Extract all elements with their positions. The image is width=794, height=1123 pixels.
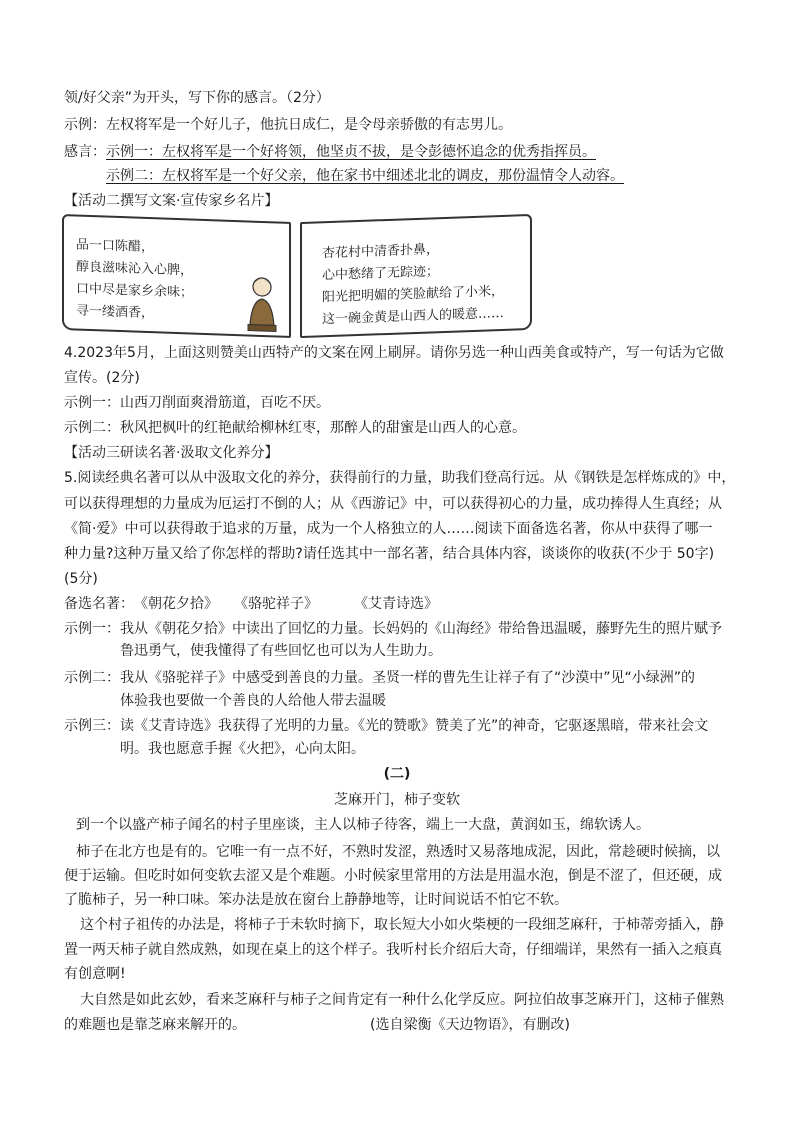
- text-line: 示例三：读《艾青诗选》我获得了光明的力量。《光的赞歌》赞美了光”的神奇，它驱逐黑暗，带来社会文: [64, 718, 709, 734]
- label-prefix: 备选名著：: [64, 596, 134, 612]
- text-line: 可以获得理想的力量成为厄运打不倒的人；从《西游记》中，可以获得初心的力量，成功捧得人生真经；从: [64, 496, 722, 512]
- text-line: (5分): [64, 571, 98, 587]
- text-line: 示例二：我从《骆驼祥子》中感受到善良的力量。圣贤一样的曹先生让祥子有了“沙漠中”见“小绿洲”的: [64, 670, 696, 686]
- child-figure-icon: [242, 272, 282, 335]
- left-poem: [76, 234, 193, 326]
- paragraph-line: 柿子在北方也是有的。它唯一有一点不好，不熟时发涩，熟透时又易落地成泥，因此，常趁硬时候摘，以: [76, 844, 720, 860]
- paragraph-line: 便于运输。但吃时如何变软去涩又是个难题。小时候家里常用的方法是用温水泡，倒是不涩了，但还硬，成: [64, 868, 722, 884]
- source-citation: (选自梁衡《天边物语》，有删改): [370, 1017, 570, 1033]
- book-option: 《朝花夕拾》: [134, 596, 218, 612]
- paragraph-line: [64, 1015, 570, 1035]
- label-prefix: 感言：: [64, 144, 106, 160]
- right-poem: [322, 237, 504, 331]
- text-line: 领/好父亲”为开头，写下你的感言。（2分）: [64, 90, 330, 106]
- book-illustration: [60, 210, 535, 335]
- text-line: 种力量?这种万量又给了你怎样的帮助?请任选其中一部名著，结合具体内容，谈谈你的收获(不少于 50字): [64, 546, 715, 562]
- paragraph-line: 了脆柿子，另一种口味。笨办法是放在窗台上静静地等，让时间说话不怕它不软。: [64, 892, 568, 908]
- paragraph-line: 大自然是如此玄妙，看来芝麻秆与柿子之间肯定有一种什么化学反应。阿拉伯故事芝麻开门，这柿子催熟: [80, 992, 724, 1008]
- section-heading: (二): [383, 766, 411, 782]
- text-line: 4.2023年5月，上面这则赞美山西特产的文案在网上刷屏。请你另选一种山西美食或特产，写一句话为它做: [64, 345, 724, 361]
- poem-line: 口中尽是家乡余味；: [76, 281, 194, 301]
- poem-line: 杏花村中清香扑鼻，: [322, 242, 440, 262]
- paragraph-line: 有创意啊!: [64, 966, 126, 982]
- book-left-page: [62, 214, 291, 338]
- activity-heading: 【活动三研读名著·汲取文化养分】: [64, 445, 279, 461]
- poem-line: 阳光把明媚的笑脸献给了小米，: [322, 283, 505, 306]
- article-title: 芝麻开门，柿子变软: [334, 792, 460, 808]
- text-line: [106, 166, 624, 186]
- paragraph-line: 到一个以盛产柿子闻名的村子里座谈，主人以柿子待客，端上一大盘，黄润如玉，绵软诱人。: [76, 817, 650, 833]
- book-right-page: [300, 214, 532, 338]
- text-line: 5.阅读经典名著可以从中汲取文化的养分，获得前行的力量，助我们登高行远。从《钢铁是怎样炼成的》中，: [64, 470, 736, 486]
- underlined-answer: 示例二：左权将军是一个好父亲，他在家书中细述北北的调皮，那份温情令人动容。: [106, 168, 624, 184]
- text-line: 示例一：我从《朝花夕拾》中读出了回忆的力量。长妈妈的《山海经》带给鲁迅温暖，藤野先生的照片赋予: [64, 621, 722, 637]
- text-line: 明。我也愿意手握《火把》，心向太阳。: [120, 741, 365, 757]
- poem-line: 这一碗金黄是山西人的暖意……: [322, 305, 505, 328]
- paragraph-line: 置一两天柿子就自然成熟，如现在桌上的这个样子。我听村长介绍后大奇，仔细端详，果然有一插入之痕真: [64, 942, 722, 958]
- text-line: 体验我也要做一个善良的人给他人带去温暖: [120, 693, 386, 709]
- poem-line: 心中愁绪了无踪迹；: [322, 264, 440, 284]
- poem-line: 品一口陈醋，: [76, 237, 155, 256]
- text-line: [64, 142, 596, 162]
- book-option: 《骆驼祥子》: [234, 596, 318, 612]
- paragraph-line: 这个村子祖传的办法是，将柿子于未软时摘下，取长短大小如火柴梗的一段细芝麻秆，于柿蒂旁插入，静: [80, 917, 724, 933]
- poem-line: 醇良滋味沁入心脾，: [76, 259, 194, 279]
- book-options: [64, 594, 438, 614]
- text-line: 示例二：秋风把枫叶的红艳献给柳林红枣，那醉人的甜蜜是山西人的心意。: [64, 420, 526, 436]
- poem-line: 寻一缕酒香，: [76, 303, 155, 322]
- text-line: 示例：左权将军是一个好儿子，他抗日成仁，是令母亲骄傲的有志男儿。: [64, 117, 512, 133]
- book-option: 《艾青诗选》: [354, 596, 438, 612]
- text-line: 宣传。(2分): [64, 370, 140, 386]
- paragraph-text: 的难题也是靠芝麻来解开的。: [64, 1017, 246, 1033]
- text-line: 鲁迅勇气，使我懂得了有些回忆也可以为人生助力。: [120, 643, 442, 659]
- text-line: 示例一：山西刀削面爽滑筋道，百吃不厌。: [64, 395, 330, 411]
- text-line: 《简·爱》中可以获得敢于追求的万量，成为一个人格独立的人……阅读下面备选名著，你从中获得了哪一: [64, 521, 713, 537]
- underlined-answer: 示例一：左权将军是一个好将领，他坚贞不拔，是令彭德怀追念的优秀指挥员。: [106, 144, 596, 160]
- activity-heading: 【活动二撰写文案·宣传家乡名片】: [64, 193, 279, 209]
